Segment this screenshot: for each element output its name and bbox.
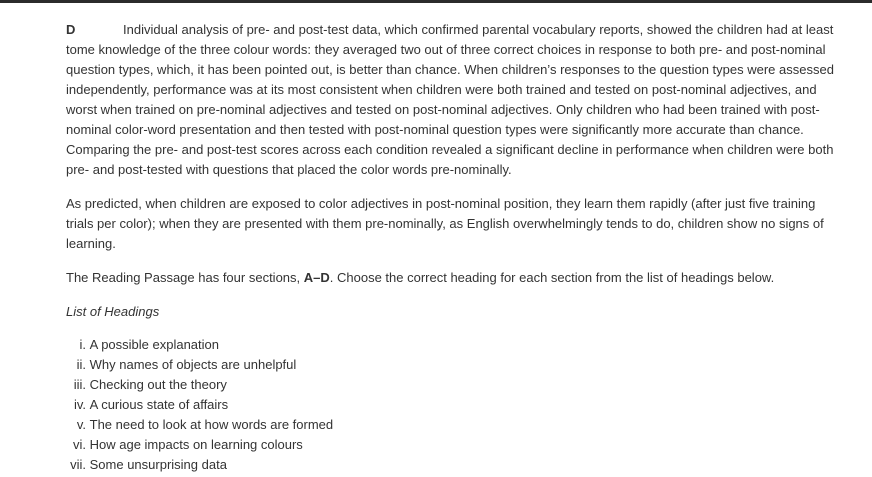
conclusion-paragraph: As predicted, when children are exposed to color adjectives in post-nominal position, they learn them rapidly (after just five training trials per color); when they are presented with them pre-nominally, as English overwhelmingly tends to do, children show no signs of learning. [66,196,824,251]
heading-text: Some unsurprising data [89,457,227,472]
instruction-text [66,268,846,288]
reading-passage [66,20,846,475]
heading-text: How age impacts on learning colours [89,437,303,452]
heading-item [66,335,846,355]
heading-text: A curious state of affairs [89,397,229,412]
instruction-after: . Choose the correct heading for each section from the list of headings below. [329,270,775,285]
instruction-before: The Reading Passage has four sections, [66,270,304,285]
heading-item [66,395,846,415]
heading-text: Checking out the theory [89,377,227,392]
heading-text: The need to look at how words are formed [89,417,334,432]
section-range: A–D [303,270,330,285]
heading-text: A possible explanation [89,337,219,352]
section-letter: D [66,22,76,37]
heading-number: iii. [73,377,86,392]
heading-item [66,415,846,435]
headings-list [66,335,846,475]
heading-number: i. [79,337,86,352]
section-d-paragraph [66,20,846,180]
section-d-text: Individual analysis of pre- and post-test data, which confirmed parental vocabulary reports, showed the children had at least tome knowledge of the three colour words: they averaged two out of three correct choices in response to both pre- and post-nominal question types, which, it has been pointed out, is better than chance. When children’s responses to the question types were assessed independently, performance was at its most consistent when children were both trained and tested on post-nominal adjectives, and worst when trained on pre-nominal adjectives and tested on post-nominal adjectives. Only children who had been trained with post- nominal color-word presentation and then tested with post-nominal question types were significantly more accurate than chance. Comparing the pre- and post-test scores across each condition revealed a significant decline in performance when children were both pre- and post-tested with questions that placed the color words pre-nominally. [66,22,834,177]
heading-number: iv. [73,397,86,412]
heading-number: vi. [73,437,86,452]
heading-number: ii. [76,357,86,372]
top-border [0,0,872,3]
heading-item [66,355,846,375]
heading-item [66,435,846,455]
heading-number: v. [76,417,86,432]
heading-number: vii. [70,457,86,472]
heading-item [66,375,846,395]
heading-item [66,455,846,475]
heading-text: Why names of objects are unhelpful [89,357,297,372]
list-title: List of Headings [66,304,160,319]
